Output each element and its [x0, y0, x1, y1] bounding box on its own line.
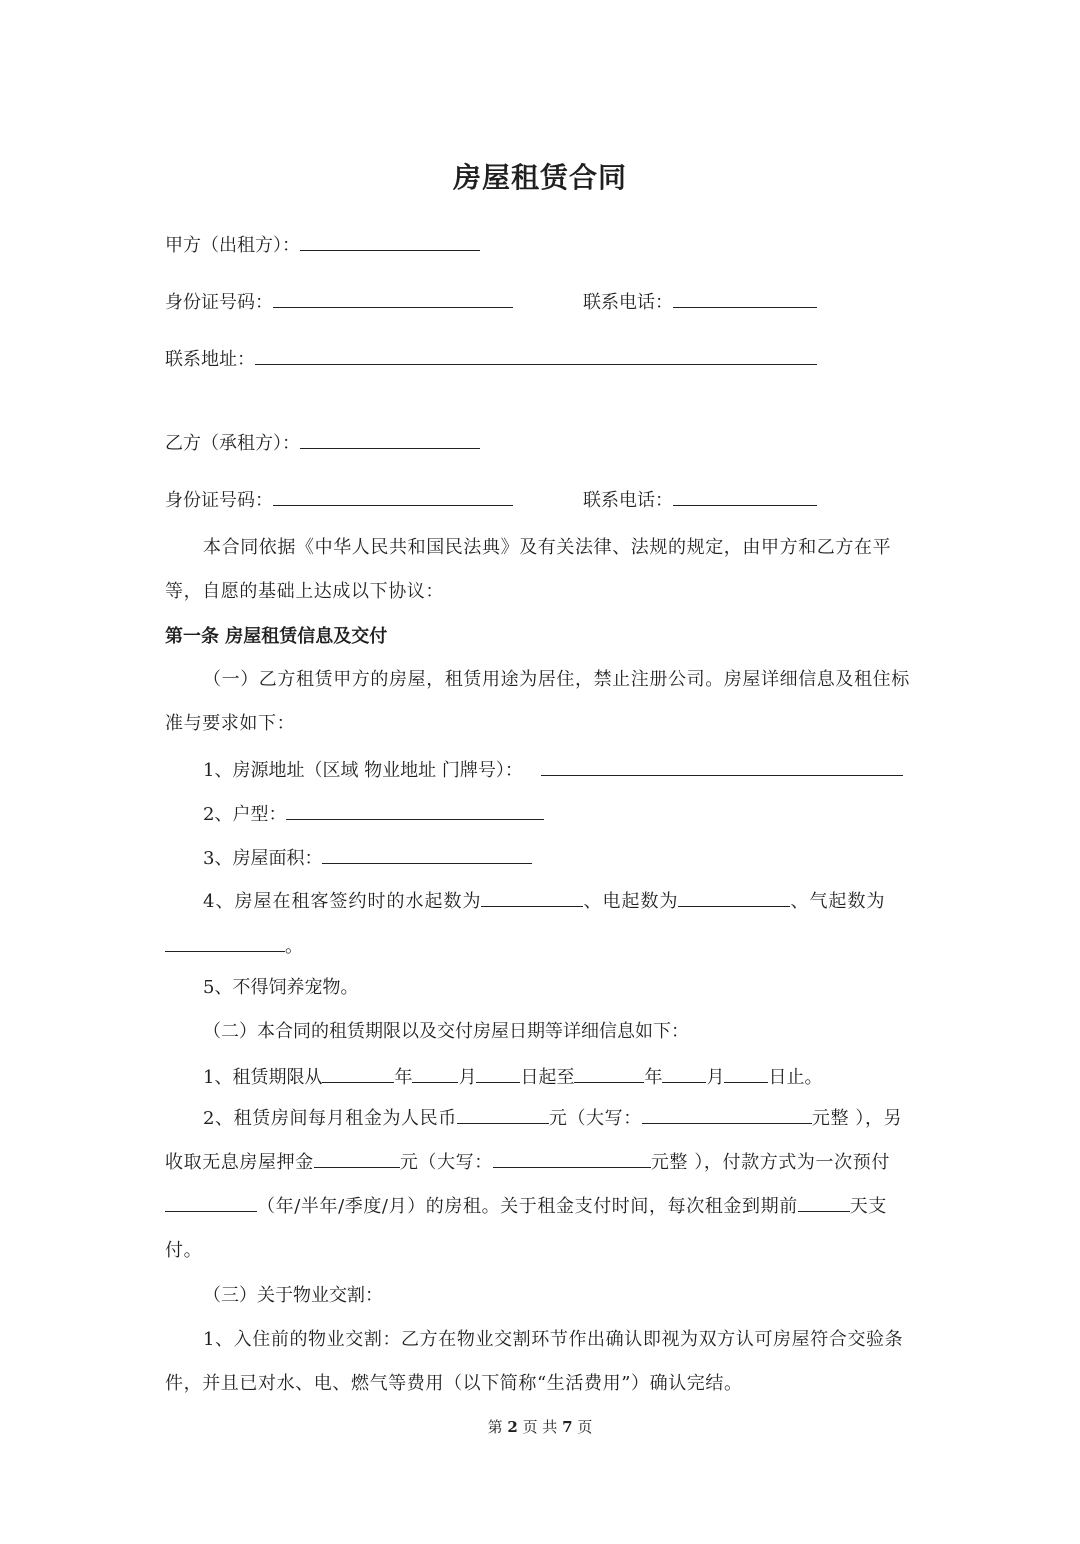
item-4-water-label: 4、房屋在租客签约时的水起数为 — [203, 891, 482, 912]
item-3-label: 3、房屋面积： — [203, 848, 323, 869]
party-b-id-blank — [273, 487, 513, 506]
deposit-capital-blank — [493, 1149, 651, 1168]
page-footer — [0, 1416, 1080, 1437]
intro-paragraph: 本合同依据《中华人民共和国民法典》及有关法律、法规的规定，由甲方和乙方在平等，自愿的基础上达成以下协议： — [165, 537, 892, 602]
rent-label: 2、租赁房间每月租金为人民币 — [203, 1108, 457, 1129]
section-3-text: （三）关于物业交割： — [203, 1285, 383, 1306]
item-2-label: 2、户型： — [203, 804, 287, 825]
rent-period-label: （年/半年/季度/月）的房租。关于租金支付时间，每次租金到期前 — [257, 1196, 798, 1217]
item-2-row — [203, 801, 544, 827]
party-a-id-row — [165, 289, 513, 315]
term-day-from-label: 日起至 — [520, 1067, 575, 1088]
party-a-row — [165, 232, 480, 258]
footer-pre: 第 — [487, 1418, 503, 1436]
item-1-row — [203, 757, 903, 783]
item-1-label: 1、房源地址（区域 物业地址 门牌号）： — [203, 760, 523, 781]
item-5-row — [203, 976, 358, 1000]
party-a-phone-label: 联系电话： — [583, 292, 673, 313]
rent-day-label: 天支付。 — [165, 1196, 887, 1261]
item-2-blank — [286, 801, 544, 820]
party-b-phone-label: 联系电话： — [583, 490, 673, 511]
party-a-address-label: 联系地址： — [165, 349, 255, 370]
section-2-text: （二）本合同的租赁期限以及交付房屋日期等详细信息如下： — [203, 1021, 689, 1042]
section-3-item-1: 1、入住前的物业交割：乙方在物业交割环节作出确认即视为双方认可房屋符合交验条件，并且已对水、电、燃气等费用（以下简称“生活费用”）确认完结。 — [165, 1329, 904, 1394]
party-a-blank — [300, 232, 480, 251]
deposit-zheng-label: 元整 ），付款方式为一次预付 — [650, 1152, 890, 1173]
item-3-blank — [322, 845, 532, 864]
term-end-day-blank — [724, 1064, 768, 1083]
deposit-amount-blank — [314, 1149, 400, 1168]
footer-total-pages: 7 — [562, 1418, 573, 1436]
term-end-year-blank — [574, 1064, 644, 1083]
item-3-row — [203, 845, 532, 871]
deposit-yuan-label: 元（大写： — [399, 1152, 493, 1173]
party-b-id-row — [165, 487, 513, 513]
party-b-blank — [300, 430, 480, 449]
term-year2-label: 年 — [644, 1067, 663, 1088]
term-end-month-blank — [662, 1064, 706, 1083]
rent-amount-blank — [457, 1105, 549, 1124]
term-start-month-blank — [412, 1064, 458, 1083]
item-4-electric-blank — [678, 888, 790, 907]
rent-yuan-label: 元（大写： — [548, 1108, 642, 1129]
party-a-id-blank — [273, 289, 513, 308]
item-4-gas-blank — [165, 933, 285, 952]
footer-post: 页 — [577, 1418, 593, 1436]
page-title: 房屋租赁合同 — [452, 161, 627, 194]
party-a-address-blank — [255, 346, 817, 365]
party-b-id-label: 身份证号码： — [165, 490, 273, 511]
item-5-text: 5、不得饲养宠物。 — [203, 977, 359, 998]
item-4-gas-label: 、气起数为 — [790, 891, 886, 912]
party-b-label: 乙方（承租方）： — [165, 433, 300, 454]
item-4-row — [203, 888, 885, 914]
item-4-electric-label: 、电起数为 — [583, 891, 679, 912]
item-4-cont-row — [165, 933, 303, 959]
rent-capital-blank — [642, 1105, 812, 1124]
party-b-phone-blank — [673, 487, 817, 506]
term-start-day-blank — [476, 1064, 520, 1083]
party-a-label: 甲方（出租方）： — [165, 235, 300, 256]
party-b-phone-row — [583, 487, 817, 513]
rent-days-blank — [798, 1193, 850, 1212]
section-2-row — [203, 1020, 689, 1044]
term-day-to-label: 日止。 — [768, 1067, 823, 1088]
item-4-end: 。 — [285, 936, 303, 957]
item-4-water-blank — [481, 888, 583, 907]
party-a-id-label: 身份证号码： — [165, 292, 273, 313]
section-1-paragraph: （一）乙方租赁甲方的房屋，租赁用途为居住，禁止注册公司。房屋详细信息及租住标准与要求如下： — [165, 669, 910, 734]
term-label: 1、租赁期限从 — [203, 1067, 323, 1088]
rent-paragraph — [165, 1097, 917, 1273]
party-a-phone-blank — [673, 289, 817, 308]
footer-mid: 页 共 — [522, 1418, 558, 1436]
prepay-blank — [165, 1193, 257, 1212]
term-start-year-blank — [322, 1064, 394, 1083]
footer-page-number: 2 — [507, 1418, 518, 1436]
term-month2-label: 月 — [706, 1067, 725, 1088]
term-year-label: 年 — [394, 1067, 413, 1088]
party-b-row — [165, 430, 480, 456]
party-a-address-row — [165, 346, 817, 372]
term-month-label: 月 — [458, 1067, 477, 1088]
rent-zheng-label: 元整 ），另收取无息房屋押金 — [165, 1108, 903, 1173]
term-row — [203, 1064, 822, 1090]
item-1-blank — [541, 757, 903, 776]
party-a-phone-row — [583, 289, 817, 315]
article-1-heading: 第一条 房屋租赁信息及交付 — [165, 626, 388, 647]
section-3-row — [203, 1284, 383, 1308]
